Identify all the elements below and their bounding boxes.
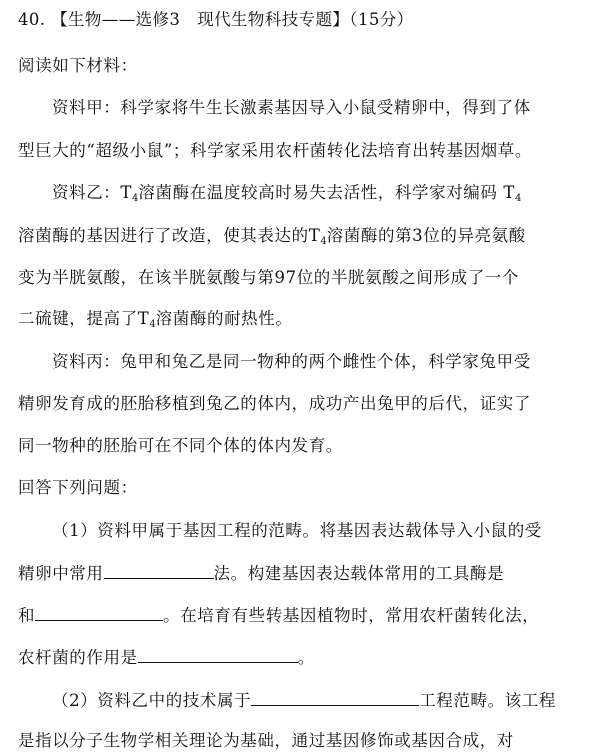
intro-text: 阅读如下材料： [18,56,138,75]
subscript-4: 4 [149,319,156,330]
q1-line-4-end: 。 [297,648,315,667]
material-c-line-1: 资料丙：兔甲和兔乙是同一物种的两个雌性个体，科学家兔甲受 [52,352,531,371]
material-b-line-1 [52,183,584,209]
answer-blank-3[interactable] [138,647,298,663]
q1-line-3 [18,605,584,626]
answer-blank-4[interactable] [251,690,419,706]
material-b-line-4 [18,309,584,335]
q2-line-1 [52,690,584,711]
answer-blank-2[interactable] [35,605,163,621]
material-a-line-2: 型巨大的“超级小鼠”；科学家采用农杆菌转化法培育出转基因烟草。 [18,141,532,160]
material-b-line-2-start: 溶菌酶的基因进行了改造，使其表达的T [18,226,321,245]
subscript-4: 4 [320,236,327,247]
q1-line-2 [18,563,584,584]
subscript-4: 4 [132,193,139,204]
answer-blank-1[interactable] [104,563,214,579]
q2-line-2: 是指以分子生物学相关理论为基础，通过基因修饰或基因合成，对 [18,731,514,750]
q2-line-1-end: 工程范畴。该工程 [419,691,557,710]
q1-line-3-start: 和 [18,606,36,625]
q2-line-1-start: （2）资料乙中的技术属于 [52,691,252,710]
material-b-line-1-start: 资料乙：T [52,183,133,202]
q1-line-1: （1）资料甲属于基因工程的范畴。将基因表达载体导入小鼠的受 [52,521,542,540]
q1-line-3-end: 。在培育有些转基因植物时，常用农杆菌转化法， [163,606,540,625]
question-number: 40. [18,10,46,29]
material-b-line-2 [18,226,584,252]
material-b-line-2-end: 溶菌酶的第3位的异亮氨酸 [326,226,526,245]
q1-line-2-end: 法。构建基因表达载体常用的工具酶是 [213,564,505,583]
q1-line-2-start: 精卵中常用 [18,564,104,583]
q1-line-4-start: 农杆菌的作用是 [18,648,138,667]
material-b-line-4-start: 二硫键，提高了T [18,309,150,328]
material-b-line-4-end: 溶菌酶的耐热性。 [155,309,293,328]
question-title: 【生物——选修3 现代生物科技专题】（15分） [51,10,414,29]
subscript-4: 4 [514,193,522,204]
answer-prompt: 回答下列问题： [18,478,138,497]
q1-line-4 [18,647,584,668]
material-b-line-1-end: 溶菌酶在温度较高时易失去活性，科学家对编码 T [138,183,515,202]
material-a-line-1: 资料甲：科学家将牛生长激素基因导入小鼠受精卵中，得到了体 [52,98,531,117]
material-c-line-2: 精卵发育成的胚胎移植到兔乙的体内，成功产出兔甲的后代，证实了 [18,394,531,413]
question-heading [18,10,584,30]
material-c-line-3: 同一物种的胚胎可在不同个体的体内发育。 [18,436,343,455]
material-b-line-3: 变为半胱氨酸，在该半胱氨酸与第97位的半胱氨酸之间形成了一个 [18,268,519,287]
